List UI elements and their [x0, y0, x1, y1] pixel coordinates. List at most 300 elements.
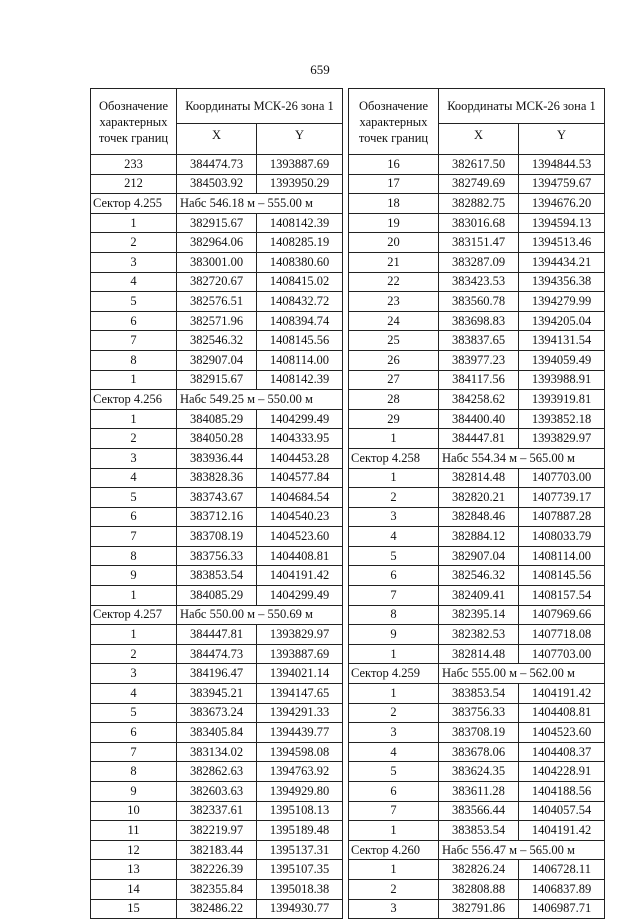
table-row [349, 370, 605, 390]
table-row [349, 801, 605, 821]
point-id: 4 [91, 468, 177, 488]
point-id: 20 [349, 233, 439, 253]
header-point-designation: Обозначение характерных точек границ [349, 89, 439, 155]
coord-x: 383977.23 [439, 350, 519, 370]
coord-x: 382355.84 [177, 879, 257, 899]
coord-y: 1407703.00 [519, 468, 605, 488]
point-id: 27 [349, 370, 439, 390]
table-row [349, 233, 605, 253]
coord-y: 1394676.20 [519, 194, 605, 214]
coord-x: 384447.81 [439, 429, 519, 449]
point-id: 233 [91, 155, 177, 175]
coord-x: 384050.28 [177, 429, 257, 449]
coord-x: 382862.63 [177, 762, 257, 782]
page-number: 659 [310, 62, 330, 77]
point-id: 7 [349, 801, 439, 821]
coord-x: 382395.14 [439, 605, 519, 625]
table-row [349, 625, 605, 645]
point-id: 23 [349, 292, 439, 312]
coord-y: 1404057.54 [519, 801, 605, 821]
table-row [91, 311, 343, 331]
point-id: 1 [349, 468, 439, 488]
coord-x: 383287.09 [439, 252, 519, 272]
coord-x: 383016.68 [439, 213, 519, 233]
coord-y: 1407718.08 [519, 625, 605, 645]
table-row [91, 625, 343, 645]
table-row [91, 448, 343, 468]
coord-y: 1404191.42 [519, 684, 605, 704]
point-id: 24 [349, 311, 439, 331]
coord-y: 1393988.91 [519, 370, 605, 390]
coord-x: 382382.53 [439, 625, 519, 645]
coord-y: 1393887.69 [257, 155, 343, 175]
section-label: Сектор 4.255 [91, 194, 177, 214]
point-id: 25 [349, 331, 439, 351]
coord-x: 382219.97 [177, 821, 257, 841]
coord-x: 382546.32 [439, 566, 519, 586]
point-id: 19 [349, 213, 439, 233]
point-id: 1 [91, 586, 177, 606]
coord-x: 384196.47 [177, 664, 257, 684]
point-id: 15 [91, 899, 177, 919]
table-row [91, 155, 343, 175]
table-row [91, 703, 343, 723]
table-row [349, 879, 605, 899]
table-row [349, 899, 605, 919]
coord-x: 383611.28 [439, 782, 519, 802]
coord-y: 1408114.00 [519, 546, 605, 566]
table-row [91, 213, 343, 233]
elevation-range: Набс 554.34 м – 565.00 м [439, 448, 605, 468]
coord-y: 1404523.60 [519, 723, 605, 743]
coord-y: 1408285.19 [257, 233, 343, 253]
coord-x: 382915.67 [177, 370, 257, 390]
coord-x: 383853.54 [439, 821, 519, 841]
coord-x: 382617.50 [439, 155, 519, 175]
coord-x: 383853.54 [439, 684, 519, 704]
coord-y: 1394930.77 [257, 899, 343, 919]
coord-y: 1408145.56 [519, 566, 605, 586]
coord-y: 1394439.77 [257, 723, 343, 743]
table-row [349, 272, 605, 292]
coord-x: 382848.46 [439, 507, 519, 527]
point-id: 3 [349, 723, 439, 743]
coord-x: 382409.41 [439, 586, 519, 606]
coord-x: 382720.67 [177, 272, 257, 292]
table-row [349, 331, 605, 351]
table-row [349, 252, 605, 272]
table-row [91, 644, 343, 664]
coord-y: 1394598.08 [257, 742, 343, 762]
point-id: 8 [91, 762, 177, 782]
table-row [349, 684, 605, 704]
coord-y: 1404577.84 [257, 468, 343, 488]
coord-x: 382486.22 [177, 899, 257, 919]
table-row [91, 527, 343, 547]
point-id: 1 [91, 625, 177, 645]
point-id: 22 [349, 272, 439, 292]
coord-x: 383837.65 [439, 331, 519, 351]
coord-y: 1408415.02 [257, 272, 343, 292]
point-id: 5 [349, 546, 439, 566]
coord-x: 383756.33 [177, 546, 257, 566]
elevation-range: Набс 556.47 м – 565.00 м [439, 840, 605, 860]
coord-y: 1394759.67 [519, 174, 605, 194]
table-row [349, 723, 605, 743]
section-row [349, 664, 605, 684]
coord-x: 384474.73 [177, 644, 257, 664]
coord-y: 1395108.13 [257, 801, 343, 821]
table-row [91, 664, 343, 684]
coord-x: 382808.88 [439, 879, 519, 899]
point-id: 1 [349, 821, 439, 841]
coord-y: 1394131.54 [519, 331, 605, 351]
point-id: 5 [91, 292, 177, 312]
table-row [349, 213, 605, 233]
table-row [91, 821, 343, 841]
table-row [91, 252, 343, 272]
coord-y: 1404191.42 [257, 566, 343, 586]
elevation-range: Набс 549.25 м – 550.00 м [177, 390, 343, 410]
table-row [349, 507, 605, 527]
coord-y: 1404408.37 [519, 742, 605, 762]
point-id: 3 [349, 507, 439, 527]
table-row [91, 879, 343, 899]
point-id: 2 [349, 879, 439, 899]
table-row [349, 644, 605, 664]
table-row [91, 860, 343, 880]
point-id: 212 [91, 174, 177, 194]
coord-x: 384400.40 [439, 409, 519, 429]
coord-y: 1404523.60 [257, 527, 343, 547]
coord-x: 383708.19 [439, 723, 519, 743]
coord-x: 383853.54 [177, 566, 257, 586]
coord-y: 1404299.49 [257, 586, 343, 606]
coord-y: 1395189.48 [257, 821, 343, 841]
coord-x: 383405.84 [177, 723, 257, 743]
table-row [91, 684, 343, 704]
point-id: 6 [91, 723, 177, 743]
section-row [91, 390, 343, 410]
coord-y: 1404408.81 [519, 703, 605, 723]
point-id: 18 [349, 194, 439, 214]
table-row [91, 370, 343, 390]
header-x: X [177, 124, 257, 155]
point-id: 2 [91, 644, 177, 664]
coord-x: 383708.19 [177, 527, 257, 547]
table-row [349, 605, 605, 625]
coord-y: 1408114.00 [257, 350, 343, 370]
point-id: 3 [91, 664, 177, 684]
coord-x: 384503.92 [177, 174, 257, 194]
table-row [91, 331, 343, 351]
coord-x: 383151.47 [439, 233, 519, 253]
point-id: 6 [91, 507, 177, 527]
coord-y: 1407969.66 [519, 605, 605, 625]
point-id: 1 [91, 409, 177, 429]
point-id: 29 [349, 409, 439, 429]
coord-y: 1408157.54 [519, 586, 605, 606]
coord-x: 382546.32 [177, 331, 257, 351]
table-row [91, 782, 343, 802]
table-row [349, 468, 605, 488]
coord-x: 382814.48 [439, 468, 519, 488]
table-row [91, 507, 343, 527]
point-id: 4 [349, 527, 439, 547]
coord-y: 1404228.91 [519, 762, 605, 782]
point-id: 7 [91, 527, 177, 547]
coord-y: 1394356.38 [519, 272, 605, 292]
point-id: 1 [91, 370, 177, 390]
point-id: 6 [349, 566, 439, 586]
table-row [91, 899, 343, 919]
coord-y: 1393950.29 [257, 174, 343, 194]
coord-x: 382603.63 [177, 782, 257, 802]
coord-x: 383560.78 [439, 292, 519, 312]
table-row [349, 390, 605, 410]
point-id: 9 [91, 782, 177, 802]
coord-x: 383936.44 [177, 448, 257, 468]
coord-x: 383673.24 [177, 703, 257, 723]
table-row [91, 488, 343, 508]
coordinates-table-left [90, 88, 343, 919]
elevation-range: Набс 550.00 м – 550.69 м [177, 605, 343, 625]
coord-x: 382337.61 [177, 801, 257, 821]
point-id: 14 [91, 879, 177, 899]
header-y: Y [257, 124, 343, 155]
coord-x: 382571.96 [177, 311, 257, 331]
table-row [349, 782, 605, 802]
table-row [91, 566, 343, 586]
header-point-designation: Обозначение характерных точек границ [91, 89, 177, 155]
coord-y: 1408394.74 [257, 311, 343, 331]
coord-x: 383624.35 [439, 762, 519, 782]
coord-y: 1394059.49 [519, 350, 605, 370]
table-row [349, 762, 605, 782]
table-row [349, 546, 605, 566]
coord-x: 383423.53 [439, 272, 519, 292]
header-y: Y [519, 124, 605, 155]
coord-y: 1395018.38 [257, 879, 343, 899]
point-id: 7 [349, 586, 439, 606]
elevation-range: Набс 546.18 м – 555.00 м [177, 194, 343, 214]
coord-x: 383134.02 [177, 742, 257, 762]
table-row [349, 194, 605, 214]
coord-x: 383566.44 [439, 801, 519, 821]
coord-y: 1404299.49 [257, 409, 343, 429]
coord-y: 1408142.39 [257, 213, 343, 233]
table-row [91, 762, 343, 782]
point-id: 12 [91, 840, 177, 860]
coord-x: 383712.16 [177, 507, 257, 527]
coord-y: 1394763.92 [257, 762, 343, 782]
coord-y: 1406837.89 [519, 879, 605, 899]
point-id: 1 [349, 429, 439, 449]
section-row [349, 448, 605, 468]
table-row [349, 703, 605, 723]
header-coordinates: Координаты МСК-26 зона 1 [177, 89, 343, 124]
section-label: Сектор 4.257 [91, 605, 177, 625]
table-row [349, 742, 605, 762]
coord-y: 1395137.31 [257, 840, 343, 860]
coord-x: 382183.44 [177, 840, 257, 860]
table-row [349, 860, 605, 880]
table-row [349, 566, 605, 586]
coord-x: 382576.51 [177, 292, 257, 312]
point-id: 26 [349, 350, 439, 370]
section-row [91, 194, 343, 214]
coord-y: 1393919.81 [519, 390, 605, 410]
point-id: 17 [349, 174, 439, 194]
point-id: 1 [91, 213, 177, 233]
point-id: 3 [349, 899, 439, 919]
point-id: 3 [91, 252, 177, 272]
table-row [91, 429, 343, 449]
coord-y: 1393829.97 [257, 625, 343, 645]
coord-x: 384258.62 [439, 390, 519, 410]
table-row [91, 174, 343, 194]
table-row [91, 801, 343, 821]
table-row [349, 409, 605, 429]
table-row [91, 723, 343, 743]
coord-x: 382814.48 [439, 644, 519, 664]
coord-x: 384447.81 [177, 625, 257, 645]
point-id: 1 [349, 684, 439, 704]
point-id: 13 [91, 860, 177, 880]
coord-x: 383756.33 [439, 703, 519, 723]
table-row [349, 488, 605, 508]
point-id: 9 [349, 625, 439, 645]
table-row [349, 155, 605, 175]
point-id: 2 [91, 233, 177, 253]
table-row [91, 840, 343, 860]
table-row [91, 546, 343, 566]
point-id: 7 [91, 331, 177, 351]
point-id: 3 [91, 448, 177, 468]
header-coordinates: Координаты МСК-26 зона 1 [439, 89, 605, 124]
table-row [349, 350, 605, 370]
table-row [91, 468, 343, 488]
coord-x: 383001.00 [177, 252, 257, 272]
point-id: 9 [91, 566, 177, 586]
coord-y: 1393829.97 [519, 429, 605, 449]
coord-y: 1404453.28 [257, 448, 343, 468]
point-id: 1 [349, 644, 439, 664]
point-id: 8 [91, 546, 177, 566]
coord-y: 1394279.99 [519, 292, 605, 312]
coord-x: 383945.21 [177, 684, 257, 704]
coord-x: 384474.73 [177, 155, 257, 175]
table-row [91, 742, 343, 762]
coord-y: 1394205.04 [519, 311, 605, 331]
coord-y: 1404191.42 [519, 821, 605, 841]
coord-y: 1394844.53 [519, 155, 605, 175]
point-id: 7 [91, 742, 177, 762]
coord-x: 383828.36 [177, 468, 257, 488]
point-id: 4 [91, 272, 177, 292]
point-id: 16 [349, 155, 439, 175]
coord-y: 1408033.79 [519, 527, 605, 547]
section-label: Сектор 4.259 [349, 664, 439, 684]
section-label: Сектор 4.256 [91, 390, 177, 410]
coord-x: 384085.29 [177, 586, 257, 606]
coord-x: 383698.83 [439, 311, 519, 331]
coord-y: 1394594.13 [519, 213, 605, 233]
coord-x: 382749.69 [439, 174, 519, 194]
table-row [349, 527, 605, 547]
table-row [91, 409, 343, 429]
coord-y: 1408145.56 [257, 331, 343, 351]
table-row [349, 586, 605, 606]
coord-y: 1406987.71 [519, 899, 605, 919]
coord-y: 1408142.39 [257, 370, 343, 390]
table-row [349, 821, 605, 841]
coord-x: 382964.06 [177, 233, 257, 253]
point-id: 21 [349, 252, 439, 272]
coord-y: 1407739.17 [519, 488, 605, 508]
table-row [91, 272, 343, 292]
section-row [349, 840, 605, 860]
table-row [91, 350, 343, 370]
coord-y: 1404408.81 [257, 546, 343, 566]
elevation-range: Набс 555.00 м – 562.00 м [439, 664, 605, 684]
coord-x: 382791.86 [439, 899, 519, 919]
coord-y: 1394021.14 [257, 664, 343, 684]
point-id: 8 [349, 605, 439, 625]
coord-x: 382884.12 [439, 527, 519, 547]
point-id: 4 [349, 742, 439, 762]
section-label: Сектор 4.258 [349, 448, 439, 468]
header-x: X [439, 124, 519, 155]
point-id: 5 [91, 703, 177, 723]
point-id: 10 [91, 801, 177, 821]
coord-y: 1404188.56 [519, 782, 605, 802]
point-id: 6 [91, 311, 177, 331]
coord-x: 382915.67 [177, 213, 257, 233]
coord-y: 1408380.60 [257, 252, 343, 272]
coord-x: 382907.04 [439, 546, 519, 566]
coord-x: 383678.06 [439, 742, 519, 762]
coord-x: 382820.21 [439, 488, 519, 508]
coord-y: 1394291.33 [257, 703, 343, 723]
coord-y: 1406728.11 [519, 860, 605, 880]
coord-y: 1404333.95 [257, 429, 343, 449]
point-id: 4 [91, 684, 177, 704]
table-row [91, 586, 343, 606]
coord-y: 1408432.72 [257, 292, 343, 312]
coord-y: 1394513.46 [519, 233, 605, 253]
coord-x: 384085.29 [177, 409, 257, 429]
section-row [91, 605, 343, 625]
coord-y: 1394434.21 [519, 252, 605, 272]
table-row [349, 311, 605, 331]
point-id: 2 [349, 488, 439, 508]
coord-x: 382226.39 [177, 860, 257, 880]
point-id: 6 [349, 782, 439, 802]
coord-y: 1404540.23 [257, 507, 343, 527]
coord-y: 1394147.65 [257, 684, 343, 704]
point-id: 2 [91, 429, 177, 449]
point-id: 5 [91, 488, 177, 508]
coordinates-table-right [348, 88, 605, 919]
point-id: 8 [91, 350, 177, 370]
coord-y: 1393852.18 [519, 409, 605, 429]
coord-x: 382907.04 [177, 350, 257, 370]
coord-x: 383743.67 [177, 488, 257, 508]
table-row [349, 292, 605, 312]
coord-y: 1407703.00 [519, 644, 605, 664]
point-id: 11 [91, 821, 177, 841]
